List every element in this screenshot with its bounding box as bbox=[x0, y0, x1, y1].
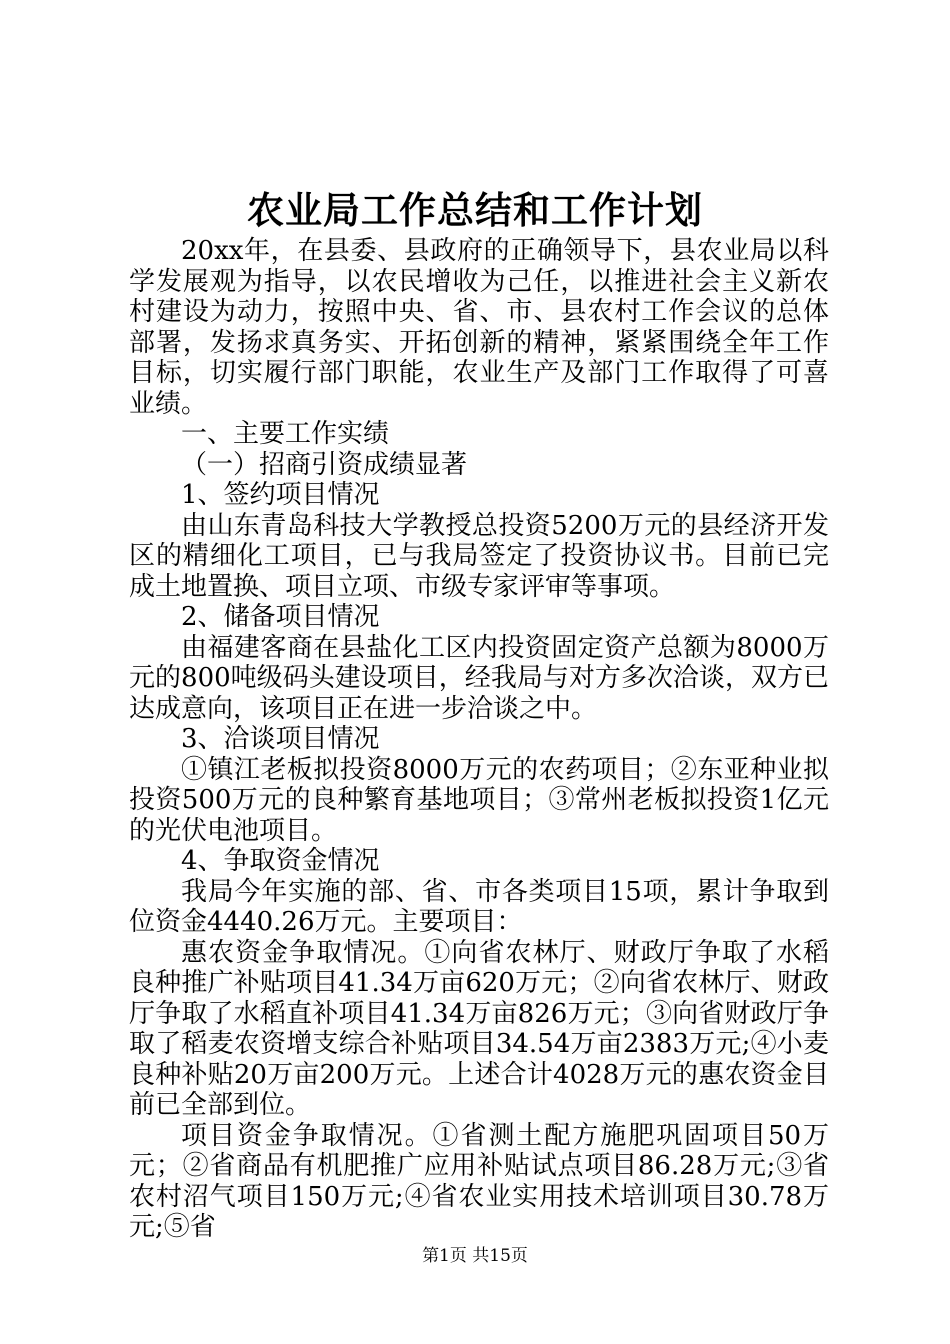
page-footer: 第1页 共15页 bbox=[422, 1246, 528, 1266]
paragraph-funding-summary: 我局今年实施的部、省、市各类项目15项，累计争取到位资金4440.26万元。主要项目： bbox=[129, 876, 829, 937]
heading-negotiation-projects: 3、洽谈项目情况 bbox=[181, 724, 380, 754]
document-title: 农业局工作总结和工作计划 bbox=[247, 188, 703, 232]
paragraph-project-funding: 项目资金争取情况。①省测土配方施肥巩固项目50万元；②省商品有机肥推广应用补贴试点项目86.28万元;③省农村沼气项目150万元;④省农业实用技术培训项目30.78万元;⑤省 bbox=[129, 1120, 829, 1242]
paragraph-signed-projects: 由山东青岛科技大学教授总投资5200万元的县经济开发区的精细化工项目，已与我局签定了投资协议书。目前已完成土地置换、项目立项、市级专家评审等事项。 bbox=[129, 510, 829, 602]
heading-reserve-projects: 2、储备项目情况 bbox=[181, 602, 380, 632]
paragraph-intro: 20xx年，在县委、县政府的正确领导下，县农业局以科学发展观为指导，以农民增收为己任，以推进社会主义新农村建设为动力，按照中央、省、市、县农村工作会议的总体部署，发扬求真务实、开拓创新的精神，紧紧围绕全年工作目标，切实履行部门职能，农业生产及部门工作取得了可喜业绩。 bbox=[129, 236, 829, 419]
document-body bbox=[129, 236, 829, 1243]
heading-main-achievements: 一、主要工作实绩 bbox=[181, 419, 390, 449]
paragraph-subsidy-funding: 惠农资金争取情况。①向省农林厅、财政厅争取了水稻良种推广补贴项目41.34万亩620万元；②向省农林厅、财政厅争取了水稻直补项目41.34万亩826万元；③向省财政厅争取了稻麦农资增支综合补贴项目34.54万亩2383万元;④小麦良种补贴20万亩200万元。上述合计4028万元的惠农资金目前已全部到位。 bbox=[129, 937, 829, 1120]
heading-signed-projects: 1、签约项目情况 bbox=[181, 480, 380, 510]
paragraph-reserve-projects: 由福建客商在县盐化工区内投资固定资产总额为8000万元的800吨级码头建设项目，经我局与对方多次洽谈，双方已达成意向，该项目正在进一步洽谈之中。 bbox=[129, 632, 829, 724]
paragraph-negotiation-projects: ①镇江老板拟投资8000万元的农药项目；②东亚种业拟投资500万元的良种繁育基地项目；③常州老板拟投资1亿元的光伏电池项目。 bbox=[129, 754, 829, 846]
heading-investment: （一）招商引资成绩显著 bbox=[181, 449, 468, 480]
heading-funding: 4、争取资金情况 bbox=[181, 846, 380, 876]
